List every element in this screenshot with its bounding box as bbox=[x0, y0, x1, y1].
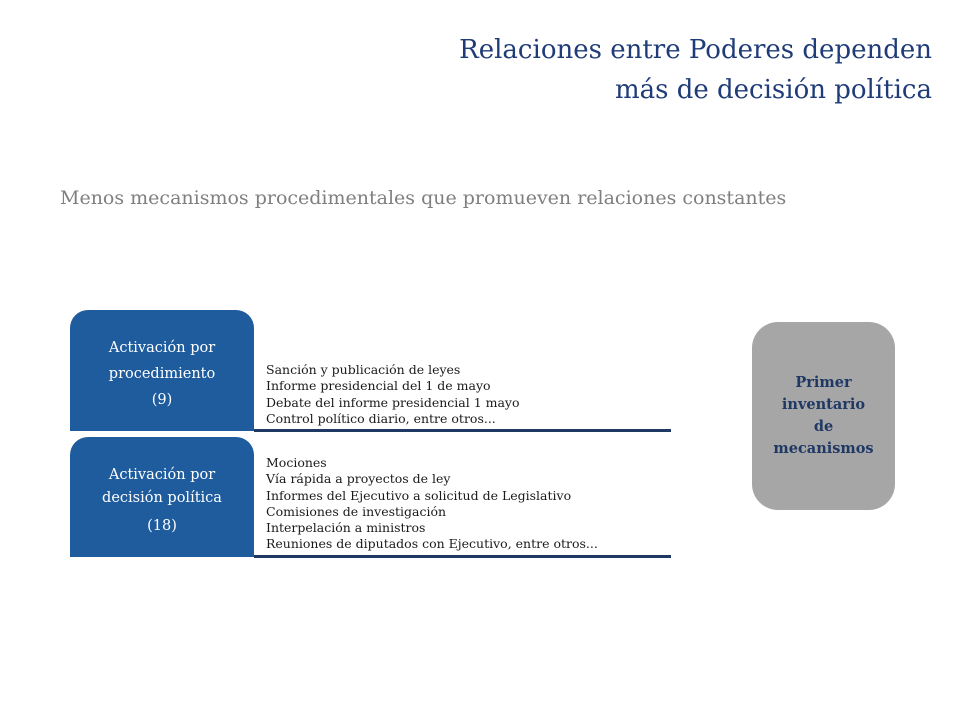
mechanism-item: Debate del informe presidencial 1 mayo bbox=[266, 394, 520, 410]
mechanism-item: Informe presidencial del 1 de mayo bbox=[266, 378, 491, 394]
mechanism-item: Comisiones de investigación bbox=[266, 503, 447, 519]
mechanism-item: Mociones bbox=[266, 455, 327, 470]
procedure-activation-box bbox=[70, 310, 254, 431]
mechanism-item: Interpelación a ministros bbox=[266, 520, 426, 536]
summary-line: Primer bbox=[795, 374, 852, 391]
group-label-line: Activación por bbox=[108, 340, 216, 356]
slide-title-line-2: más de decisión política bbox=[614, 75, 932, 105]
summary-line: mecanismos bbox=[773, 440, 874, 457]
group-count: (18) bbox=[147, 518, 177, 534]
political-decision-activation-box bbox=[70, 437, 254, 557]
procedure-mechanism-list bbox=[266, 362, 520, 427]
group-divider-rule bbox=[254, 555, 671, 558]
mechanism-item: Sanción y publicación de leyes bbox=[266, 362, 461, 377]
summary-line: de bbox=[813, 418, 834, 435]
inventory-summary-box bbox=[752, 322, 895, 510]
group-count: (9) bbox=[151, 392, 173, 408]
slide-title bbox=[459, 30, 932, 110]
slide-title-line-1: Relaciones entre Poderes dependen bbox=[459, 35, 932, 65]
mechanism-item: Vía rápida a proyectos de ley bbox=[266, 471, 451, 487]
slide-subtitle: Menos mecanismos procedimentales que promueven relaciones constantes bbox=[60, 187, 787, 209]
group-label-line: procedimiento bbox=[108, 366, 216, 382]
mechanism-item: Reuniones de diputados con Ejecutivo, entre otros... bbox=[266, 536, 598, 552]
group-label-line: decisión política bbox=[102, 490, 222, 506]
summary-line: inventario bbox=[781, 396, 866, 413]
political-mechanism-list bbox=[266, 455, 598, 553]
mechanism-item: Control político diario, entre otros... bbox=[266, 410, 496, 426]
group-label-line: Activación por bbox=[108, 467, 216, 483]
mechanism-item: Informes del Ejecutivo a solicitud de Legislativo bbox=[266, 487, 572, 503]
group-divider-rule bbox=[254, 429, 671, 432]
